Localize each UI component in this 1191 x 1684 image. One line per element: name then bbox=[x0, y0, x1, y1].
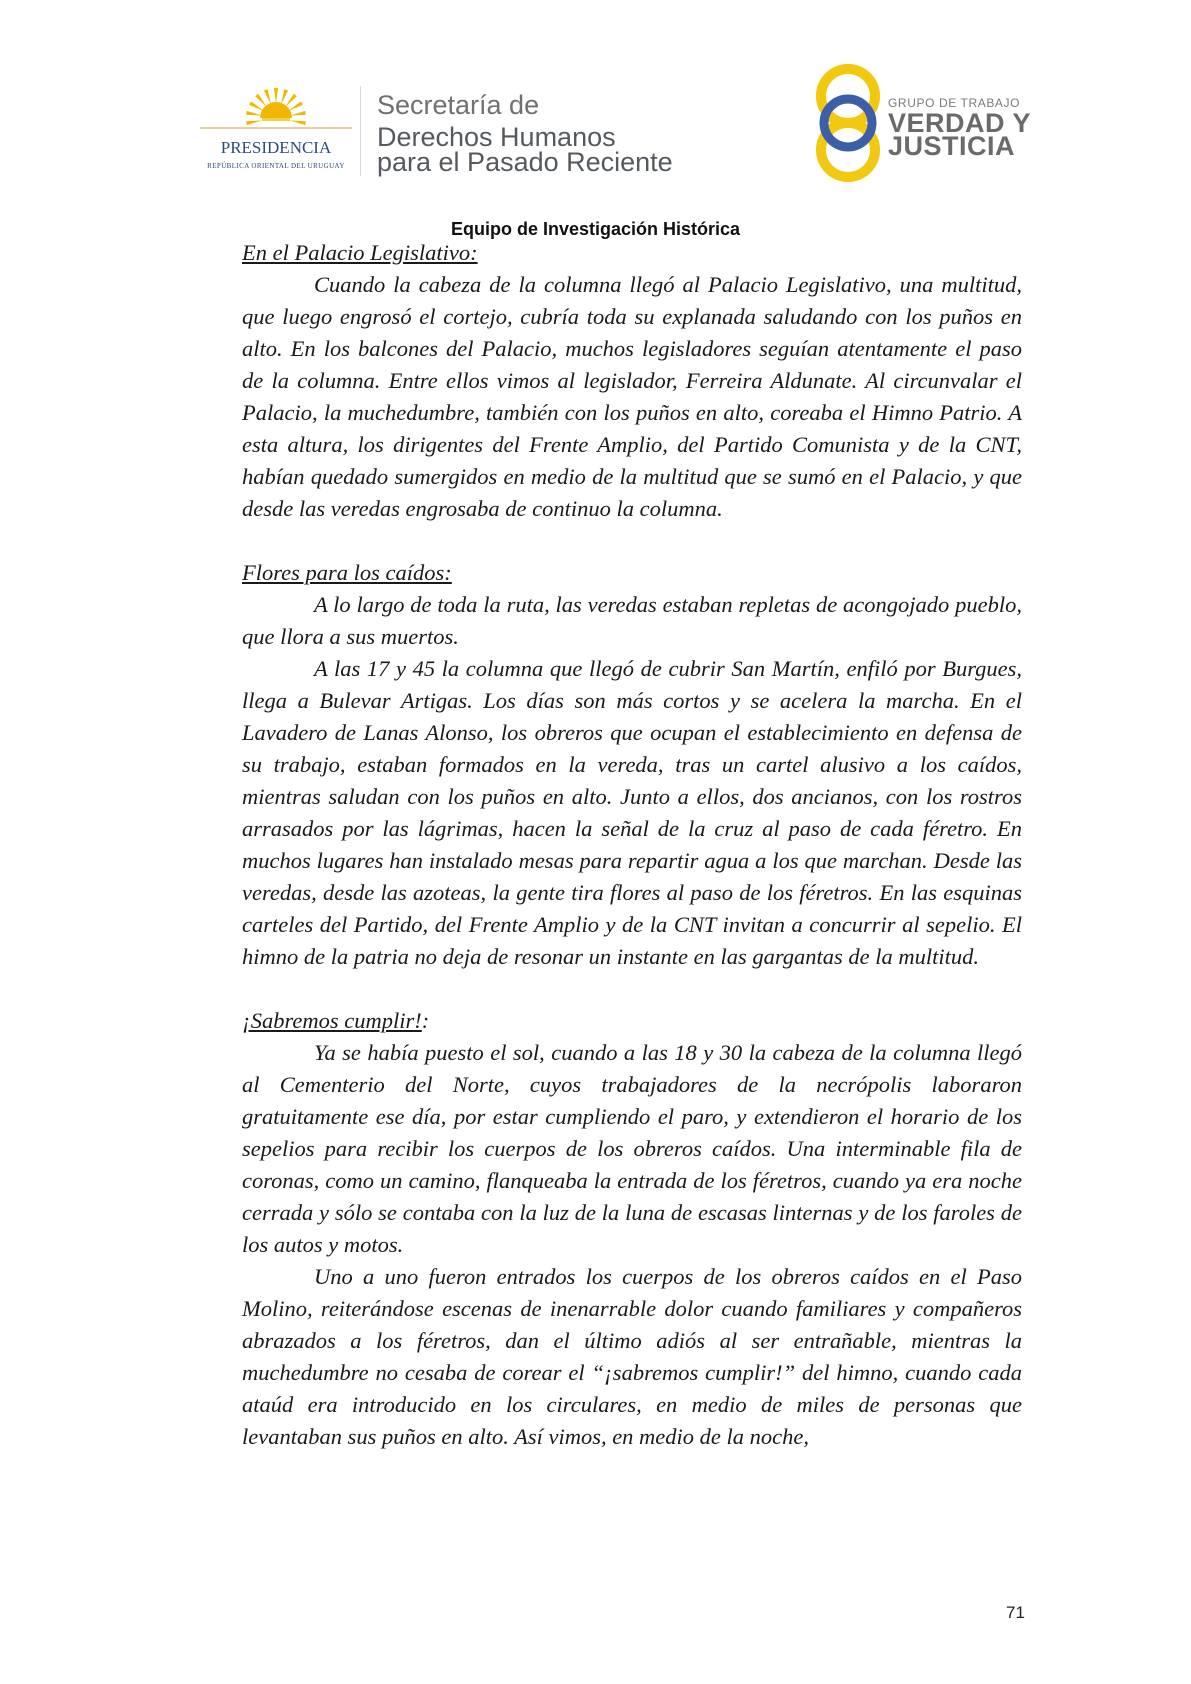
header-divider bbox=[360, 86, 361, 176]
paragraph: A las 17 y 45 la columna que llegó de cubrir San Martín, enfiló por Burgues, llega a Bulevar Artigas. Los días son más cortos y se acelera la marcha. En el Lavadero de Lanas Alonso, los obreros que ocupan el establecimiento en defensa de su trabajo, estaban formados en la vereda, tras un cartel alusivo a los caídos, mientras saludan con los puños en alto. Junto a ellos, dos ancianos, con los rostros arrasados por las lágrimas, hacen la señal de la cruz al paso de cada féretro. En muchos lugares han instalado mesas para repartir agua a los que marchan. Desde las veredas, desde las azoteas, la gente tira flores al paso de los féretros. En las esquinas carteles del Partido, del Frente Amplio y de la CNT invitan a concurrir al sepelio. El himno de la patria no deja de resonar un instante en las gargantas de la multitud. bbox=[242, 656, 1022, 969]
team-title: Equipo de Investigación Histórica bbox=[450, 219, 741, 239]
gtvj-line-2: VERDAD Y bbox=[888, 108, 1032, 138]
paragraph: Uno a uno fueron entrados los cuerpos de los obreros caídos en el Paso Molino, reiterándose escenas de inenarrable dolor cuando familiares y compañeros abrazados a los féretros, dan el último adiós al ser entrañable, mientras la muchedumbre no cesaba de corear el “¡sabremos cumplir!” del himno, cuando cada ataúd era introducido en los circulares, en medio de miles de personas que levantaban sus puños en alto. Así vimos, en medio de la noche, bbox=[242, 1264, 1022, 1449]
secretaria-line-1: Secretaría de bbox=[377, 90, 540, 120]
secretaria-line-3: para el Pasado Reciente bbox=[377, 147, 673, 177]
document-body bbox=[242, 237, 1022, 1453]
presidencia-logo bbox=[196, 80, 356, 180]
paragraph: Ya se había puesto el sol, cuando a las 18 y 30 la cabeza de la columna llegó al Cementerio del Norte, cuyos trabajadores de la necrópolis laboraron gratuitamente ese día, por estar cumpliendo el paro, y extendieron el horario de los sepelios para recibir los cuerpos de los obreros caídos. Una interminable fila de coronas, como un camino, flanqueaba la entrada de los féretros, cuando ya era noche cerrada y sólo se contaba con la luz de la luna de escasas linternas y de los faroles de los autos y motos. bbox=[242, 1040, 1022, 1257]
sun-emblem-icon bbox=[196, 80, 356, 180]
section-heading-suffix: : bbox=[421, 1008, 430, 1033]
presidencia-subtext: REPÚBLICA ORIENTAL DEL URUGUAY bbox=[207, 162, 345, 170]
section-heading bbox=[242, 1005, 1022, 1037]
section-heading-text: ¡Sabremos cumplir! bbox=[242, 1008, 422, 1033]
page-number: 71 bbox=[1006, 1603, 1025, 1622]
paragraph: Cuando la cabeza de la columna llegó al Palacio Legislativo, una multitud, que luego engrosó el cortejo, cubría toda su explanada saludando con los puños en alto. En los balcones del Palacio, muchos legisladores seguían atentamente el paso de la columna. Entre ellos vimos al legislador, Ferreira Aldunate. Al circunvalar el Palacio, la muchedumbre, también con los puños en alto, coreaba el Himno Patrio. A esta altura, los dirigentes del Frente Amplio, del Partido Comunista y de la CNT, habían quedado sumergidos en medio de la multitud que se sumó en el Palacio, y que desde las veredas engrosaba de continuo la columna. bbox=[242, 272, 1022, 521]
section-heading: Flores para los caídos: bbox=[242, 560, 452, 585]
gtvj-line-1: GRUPO DE TRABAJO bbox=[888, 96, 1021, 110]
page-header bbox=[0, 0, 1191, 215]
section-spacer bbox=[242, 973, 1022, 1005]
presidencia-text: PRESIDENCIA bbox=[220, 138, 332, 157]
paragraph: A lo largo de toda la ruta, las veredas estaban repletas de acongojado pueblo, que llora a sus muertos. bbox=[242, 592, 1022, 649]
section-spacer bbox=[242, 525, 1022, 557]
secretaria-line-2: Derechos Humanos bbox=[377, 122, 616, 152]
gtvj-line-3: JUSTICIA bbox=[888, 131, 1016, 161]
section-heading: En el Palacio Legislativo: bbox=[242, 240, 478, 265]
